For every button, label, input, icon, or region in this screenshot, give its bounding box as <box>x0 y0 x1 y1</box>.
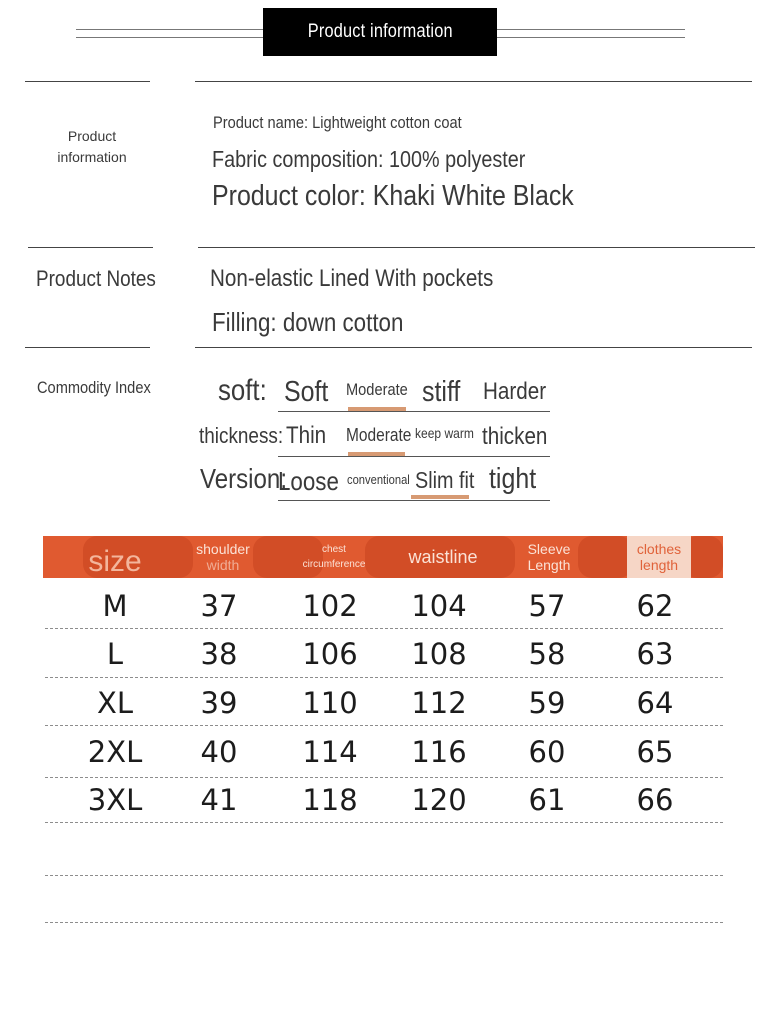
product-color: Product color: Khaki White Black <box>212 180 574 212</box>
product-notes-line1: Non-elastic Lined With pockets <box>210 265 494 292</box>
product-info-label-line2: information <box>57 149 127 165</box>
measurement-cell: 66 <box>636 783 674 817</box>
size-cell: 2XL <box>87 735 143 769</box>
index-soft-option-stiff: stiff <box>422 376 461 408</box>
divider-left-2 <box>28 247 153 248</box>
measurement-cell: 38 <box>200 637 238 671</box>
measurement-cell: 58 <box>528 637 566 671</box>
banner-rule-right-top <box>497 29 685 30</box>
row-separator <box>45 922 723 923</box>
index-version-option-tight: tight <box>489 463 537 495</box>
measurement-cell: 65 <box>636 735 674 769</box>
header-waistline: waistline <box>408 546 478 567</box>
row-separator <box>45 677 723 678</box>
index-thickness-option-keep-warm: keep warm <box>415 425 474 441</box>
size-cell: L <box>106 637 124 671</box>
index-thickness-option-thicken: thicken <box>482 423 548 450</box>
measurement-cell: 37 <box>200 589 238 623</box>
measurement-cell: 116 <box>411 735 467 769</box>
index-version-option-loose: Loose <box>278 466 339 496</box>
table-row <box>43 679 723 727</box>
measurement-cell: 108 <box>411 637 467 671</box>
index-thickness-baseline <box>278 456 550 457</box>
size-cell: M <box>102 589 128 623</box>
index-soft-option-soft: Soft <box>284 376 329 408</box>
index-soft-baseline <box>278 411 550 412</box>
divider-left-3 <box>25 347 150 348</box>
measurement-cell: 61 <box>528 783 566 817</box>
measurement-cell: 41 <box>200 783 238 817</box>
product-notes-label: Product Notes <box>36 266 156 291</box>
index-soft-option-harder: Harder <box>483 378 547 405</box>
measurement-cell: 104 <box>411 589 467 623</box>
measurement-cell: 62 <box>636 589 674 623</box>
header-sleeve-length: Sleeve Length <box>527 540 571 573</box>
measurement-cell: 118 <box>302 783 358 817</box>
banner-rule-right-bottom <box>497 37 685 38</box>
measurement-cell: 120 <box>411 783 467 817</box>
index-version-option-conventional: conventional <box>347 472 410 487</box>
index-thickness-option-moderate: Moderate <box>346 425 412 445</box>
fabric-composition: Fabric composition: 100% polyester <box>212 146 526 172</box>
banner-rule-left-top <box>76 29 263 30</box>
row-separator <box>45 725 723 726</box>
row-separator <box>45 875 723 876</box>
row-separator <box>45 628 723 629</box>
product-info-label-line1: Product <box>67 128 117 144</box>
divider-right-3 <box>195 347 752 348</box>
section-title-banner <box>263 8 497 56</box>
table-row <box>43 728 723 776</box>
measurement-cell: 59 <box>528 686 566 720</box>
header-size: size <box>88 544 142 578</box>
measurement-cell: 40 <box>200 735 238 769</box>
index-thickness-name: thickness: <box>199 423 284 448</box>
measurement-cell: 63 <box>636 637 674 671</box>
index-soft-name: soft: <box>218 374 267 407</box>
index-version-name: Version: <box>200 463 288 494</box>
product-name: Product name: Lightweight cotton coat <box>213 113 462 132</box>
index-soft-option-moderate: Moderate <box>346 380 408 399</box>
product-info-label <box>40 126 144 168</box>
row-separator <box>45 777 723 778</box>
divider-right-1 <box>195 81 752 82</box>
header-chest-circumference: chest circumference <box>302 544 366 570</box>
section-title: Product information <box>307 21 453 42</box>
divider-right-2 <box>198 247 755 248</box>
index-version-selected-marker <box>411 495 469 499</box>
measurement-cell: 60 <box>528 735 566 769</box>
product-notes-line2: Filling: down cotton <box>212 307 404 337</box>
row-separator <box>45 822 723 823</box>
measurement-cell: 112 <box>411 686 467 720</box>
measurement-cell: 110 <box>302 686 358 720</box>
measurement-cell: 114 <box>302 735 358 769</box>
size-cell: 3XL <box>87 783 143 817</box>
header-clothes-length: clothes length <box>627 536 691 578</box>
header-blob-4 <box>578 536 633 578</box>
measurement-cell: 102 <box>302 589 358 623</box>
banner-rule-left-bottom <box>76 37 263 38</box>
header-shoulder-width: shoulder width <box>196 540 250 573</box>
table-row <box>43 776 723 824</box>
index-version-baseline <box>278 500 550 501</box>
table-row <box>43 630 723 678</box>
table-row <box>43 582 723 630</box>
measurement-cell: 39 <box>200 686 238 720</box>
index-thickness-option-thin: Thin <box>286 422 327 449</box>
size-table-header <box>43 536 723 578</box>
measurement-cell: 57 <box>528 589 566 623</box>
index-version-option-slim-fit: Slim fit <box>415 467 475 493</box>
measurement-cell: 106 <box>302 637 358 671</box>
measurement-cell: 64 <box>636 686 674 720</box>
divider-left-1 <box>25 81 150 82</box>
commodity-index-label: Commodity Index <box>37 378 151 397</box>
size-cell: XL <box>96 686 134 720</box>
